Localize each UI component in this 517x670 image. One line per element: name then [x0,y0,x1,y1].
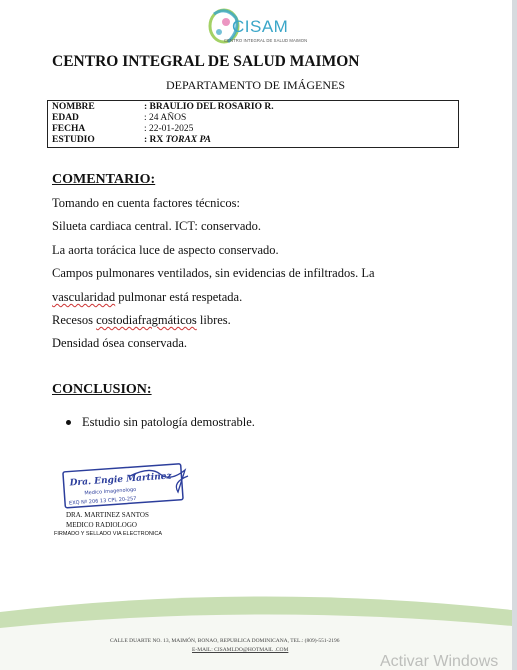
comentario-line: Silueta cardiaca central. ICT: conservado. [52,219,262,233]
patient-label: NOMBRE [52,102,95,112]
page-edge [512,0,517,670]
spellcheck-word: vascularidad [52,290,116,304]
comentario-line: La aorta torácica luce de aspecto conservado. [52,243,279,257]
conclusion-heading: CONCLUSION: [52,382,152,397]
signature-role: MEDICO RADIOLOGO [66,521,137,529]
patient-row-date [52,124,454,135]
comentario-line: Recesos costodiafragmáticos libres. [52,313,231,327]
comentario-line: Campos pulmonares ventilados, sin evidencias de infiltrados. La [52,266,375,280]
patient-row-age [52,113,454,124]
patient-label: EDAD [52,113,79,123]
study-name: TORAX PA [165,135,211,145]
logo-subtitle: CENTRO INTEGRAL DE SALUD MAIMON [224,38,308,43]
signature-name: DRA. MARTINEZ SANTOS [66,511,149,519]
spellcheck-word: costodiafragmáticos [96,313,197,327]
comentario-line: vascularidad pulmonar está respetada. [52,290,243,304]
footer-email: E-MAIL: CISAMLDO@HOTMAIL .COM [192,647,289,653]
patient-row-name [52,102,454,113]
department-title: DEPARTAMENTO DE IMÁGENES [166,78,345,92]
patient-info-box [47,100,459,148]
patient-label: FECHA [52,124,86,134]
activation-watermark: Activar Windows [380,653,499,670]
patient-value: : 24 AÑOS [144,113,187,123]
comentario-line: Tomando en cuenta factores técnicos: [52,196,240,210]
comentario-line: Densidad ósea conservada. [52,336,188,350]
signature-note: FIRMADO Y SELLADO VIA ELECTRONICA [54,531,162,537]
logo-text: CISAM [232,17,289,36]
conclusion-item [66,415,255,430]
patient-value [144,135,211,146]
footer-address: CALLE DUARTE NO. 13, MAIMÓN, BONAO, REPUBLICA DOMINICANA, TEL.: (809)-551-2196 [110,638,340,644]
stamp-numbers: EXQ Nº 206 13 CPL 20-257 [68,495,137,507]
conclusion-text: Estudio sin patología demostrable. [82,415,255,429]
stamp-role: Medico Imagenologo [84,486,137,497]
patient-label: ESTUDIO [52,135,95,145]
bullet-icon [66,420,71,425]
signature-block [66,510,149,530]
comentario-heading: COMENTARIO: [52,172,156,187]
page-title: CENTRO INTEGRAL DE SALUD MAIMON [52,53,360,70]
stamp-name: Dra. Engie Martinez [69,471,172,489]
doctor-stamp [60,462,200,510]
patient-value: : BRAULIO DEL ROSARIO R. [144,102,274,112]
patient-value: : 22-01-2025 [144,124,194,134]
patient-row-study [52,135,454,146]
study-prefix: : RX [144,135,166,145]
